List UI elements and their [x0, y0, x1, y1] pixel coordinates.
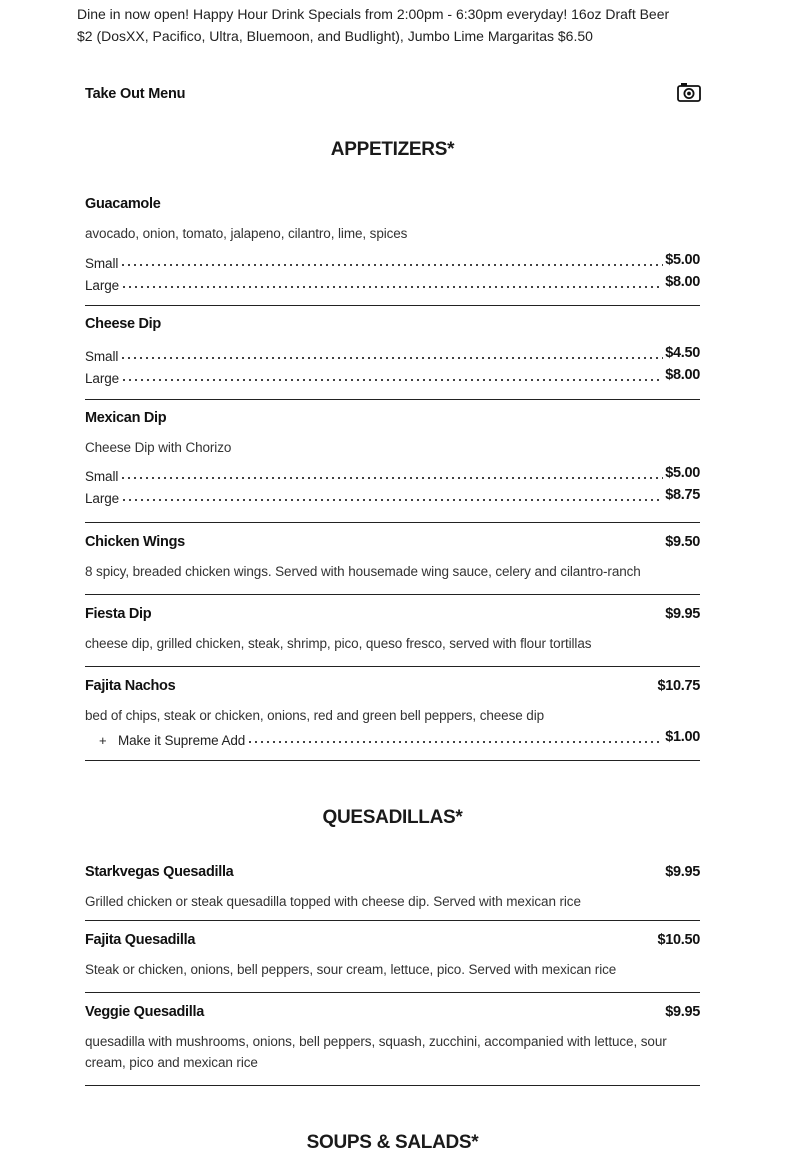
item-description: cheese dip, grilled chicken, steak, shrimp, pico, queso fresco, served with flour tortillas [85, 636, 592, 651]
item-price: $10.75 [657, 678, 700, 694]
option-price: $4.50 [665, 345, 700, 361]
section-title-quesadillas: QUESADILLAS* [322, 807, 463, 828]
takeout-menu-row[interactable] [85, 84, 701, 108]
item-price: $10.50 [657, 932, 700, 948]
item-name: Fajita Nachos [85, 678, 176, 694]
addon-option-supreme [85, 726, 700, 748]
item-description: Cheese Dip with Chorizo [85, 440, 232, 455]
item-name: Chicken Wings [85, 534, 185, 550]
item-price: $9.95 [665, 1004, 700, 1020]
menu-item-fajita-nachos[interactable] [85, 678, 700, 761]
dot-leader [121, 285, 663, 289]
size-option-large [85, 364, 700, 386]
option-label: Large [85, 371, 120, 386]
option-label: Small [85, 469, 119, 484]
takeout-menu-link[interactable]: Take Out Menu [85, 86, 186, 102]
item-description: Steak or chicken, onions, bell peppers, sour cream, lettuce, pico. Served with mexican rice [85, 962, 617, 977]
size-option-small [85, 249, 700, 271]
announcement-banner: Dine in now open! Happy Hour Drink Specials from 2:00pm - 6:30pm everyday! 16oz Draft Beer $2 (DosXX, Pacifico, Ultra, Bluemoon, and Budlight), Jumbo Lime Margaritas $6.50 [77, 6, 670, 44]
appetizers-list [85, 196, 700, 761]
menu-item-fajita-quesadilla[interactable] [85, 932, 700, 993]
option-price: $5.00 [665, 465, 700, 481]
size-option-small [85, 462, 700, 484]
item-description: Grilled chicken or steak quesadilla topped with cheese dip. Served with mexican rice [85, 894, 581, 909]
item-name: Guacamole [85, 196, 161, 212]
dot-leader [121, 498, 663, 502]
item-name: Cheese Dip [85, 316, 161, 332]
item-name: Fiesta Dip [85, 606, 152, 622]
section-title-appetizers: APPETIZERS* [330, 139, 455, 160]
item-price: $9.50 [665, 534, 700, 550]
dot-leader [120, 476, 663, 480]
dot-leader [120, 263, 663, 267]
option-label: Large [85, 491, 120, 506]
option-label: Large [85, 278, 120, 293]
size-option-small [85, 342, 700, 364]
menu-item-chicken-wings[interactable] [85, 534, 700, 595]
dot-leader [121, 378, 663, 382]
item-name: Mexican Dip [85, 410, 167, 426]
section-title-soups-salads: SOUPS & SALADS* [306, 1132, 479, 1153]
menu-item-guacamole[interactable] [85, 196, 700, 306]
menu-item-fiesta-dip[interactable] [85, 606, 700, 667]
size-option-large [85, 484, 700, 506]
size-option-large [85, 271, 700, 293]
item-name: Veggie Quesadilla [85, 1004, 205, 1020]
item-name: Starkvegas Quesadilla [85, 864, 234, 880]
option-label: Small [85, 349, 119, 364]
menu-item-cheese-dip[interactable] [85, 316, 700, 400]
menu-item-starkvegas-quesadilla[interactable] [85, 864, 700, 921]
item-description: 8 spicy, breaded chicken wings. Served with housemade wing sauce, celery and cilantro-ranch [85, 564, 641, 579]
item-description: avocado, onion, tomato, jalapeno, cilantro, lime, spices [85, 226, 408, 241]
item-name: Fajita Quesadilla [85, 932, 196, 948]
option-price: $8.00 [665, 274, 700, 290]
option-label: Small [85, 256, 119, 271]
option-price: $8.00 [665, 367, 700, 383]
option-price: $1.00 [665, 729, 700, 745]
camera-icon[interactable] [677, 81, 701, 103]
option-label: Make it Supreme Add [118, 733, 246, 748]
menu-item-veggie-quesadilla[interactable] [85, 1004, 700, 1086]
item-price: $9.95 [665, 864, 700, 880]
quesadillas-list [85, 864, 700, 1086]
plus-icon: + [99, 733, 107, 748]
menu-item-mexican-dip[interactable] [85, 410, 700, 523]
item-description: bed of chips, steak or chicken, onions, red and green bell peppers, cheese dip [85, 708, 544, 723]
item-price: $9.95 [665, 606, 700, 622]
dot-leader [247, 740, 663, 744]
option-price: $8.75 [665, 487, 700, 503]
item-description: quesadilla with mushrooms, onions, bell peppers, squash, zucchini, accompanied with lettuce, sour cream, pico and mexican rice [85, 1034, 667, 1070]
option-price: $5.00 [665, 252, 700, 268]
dot-leader [120, 356, 663, 360]
